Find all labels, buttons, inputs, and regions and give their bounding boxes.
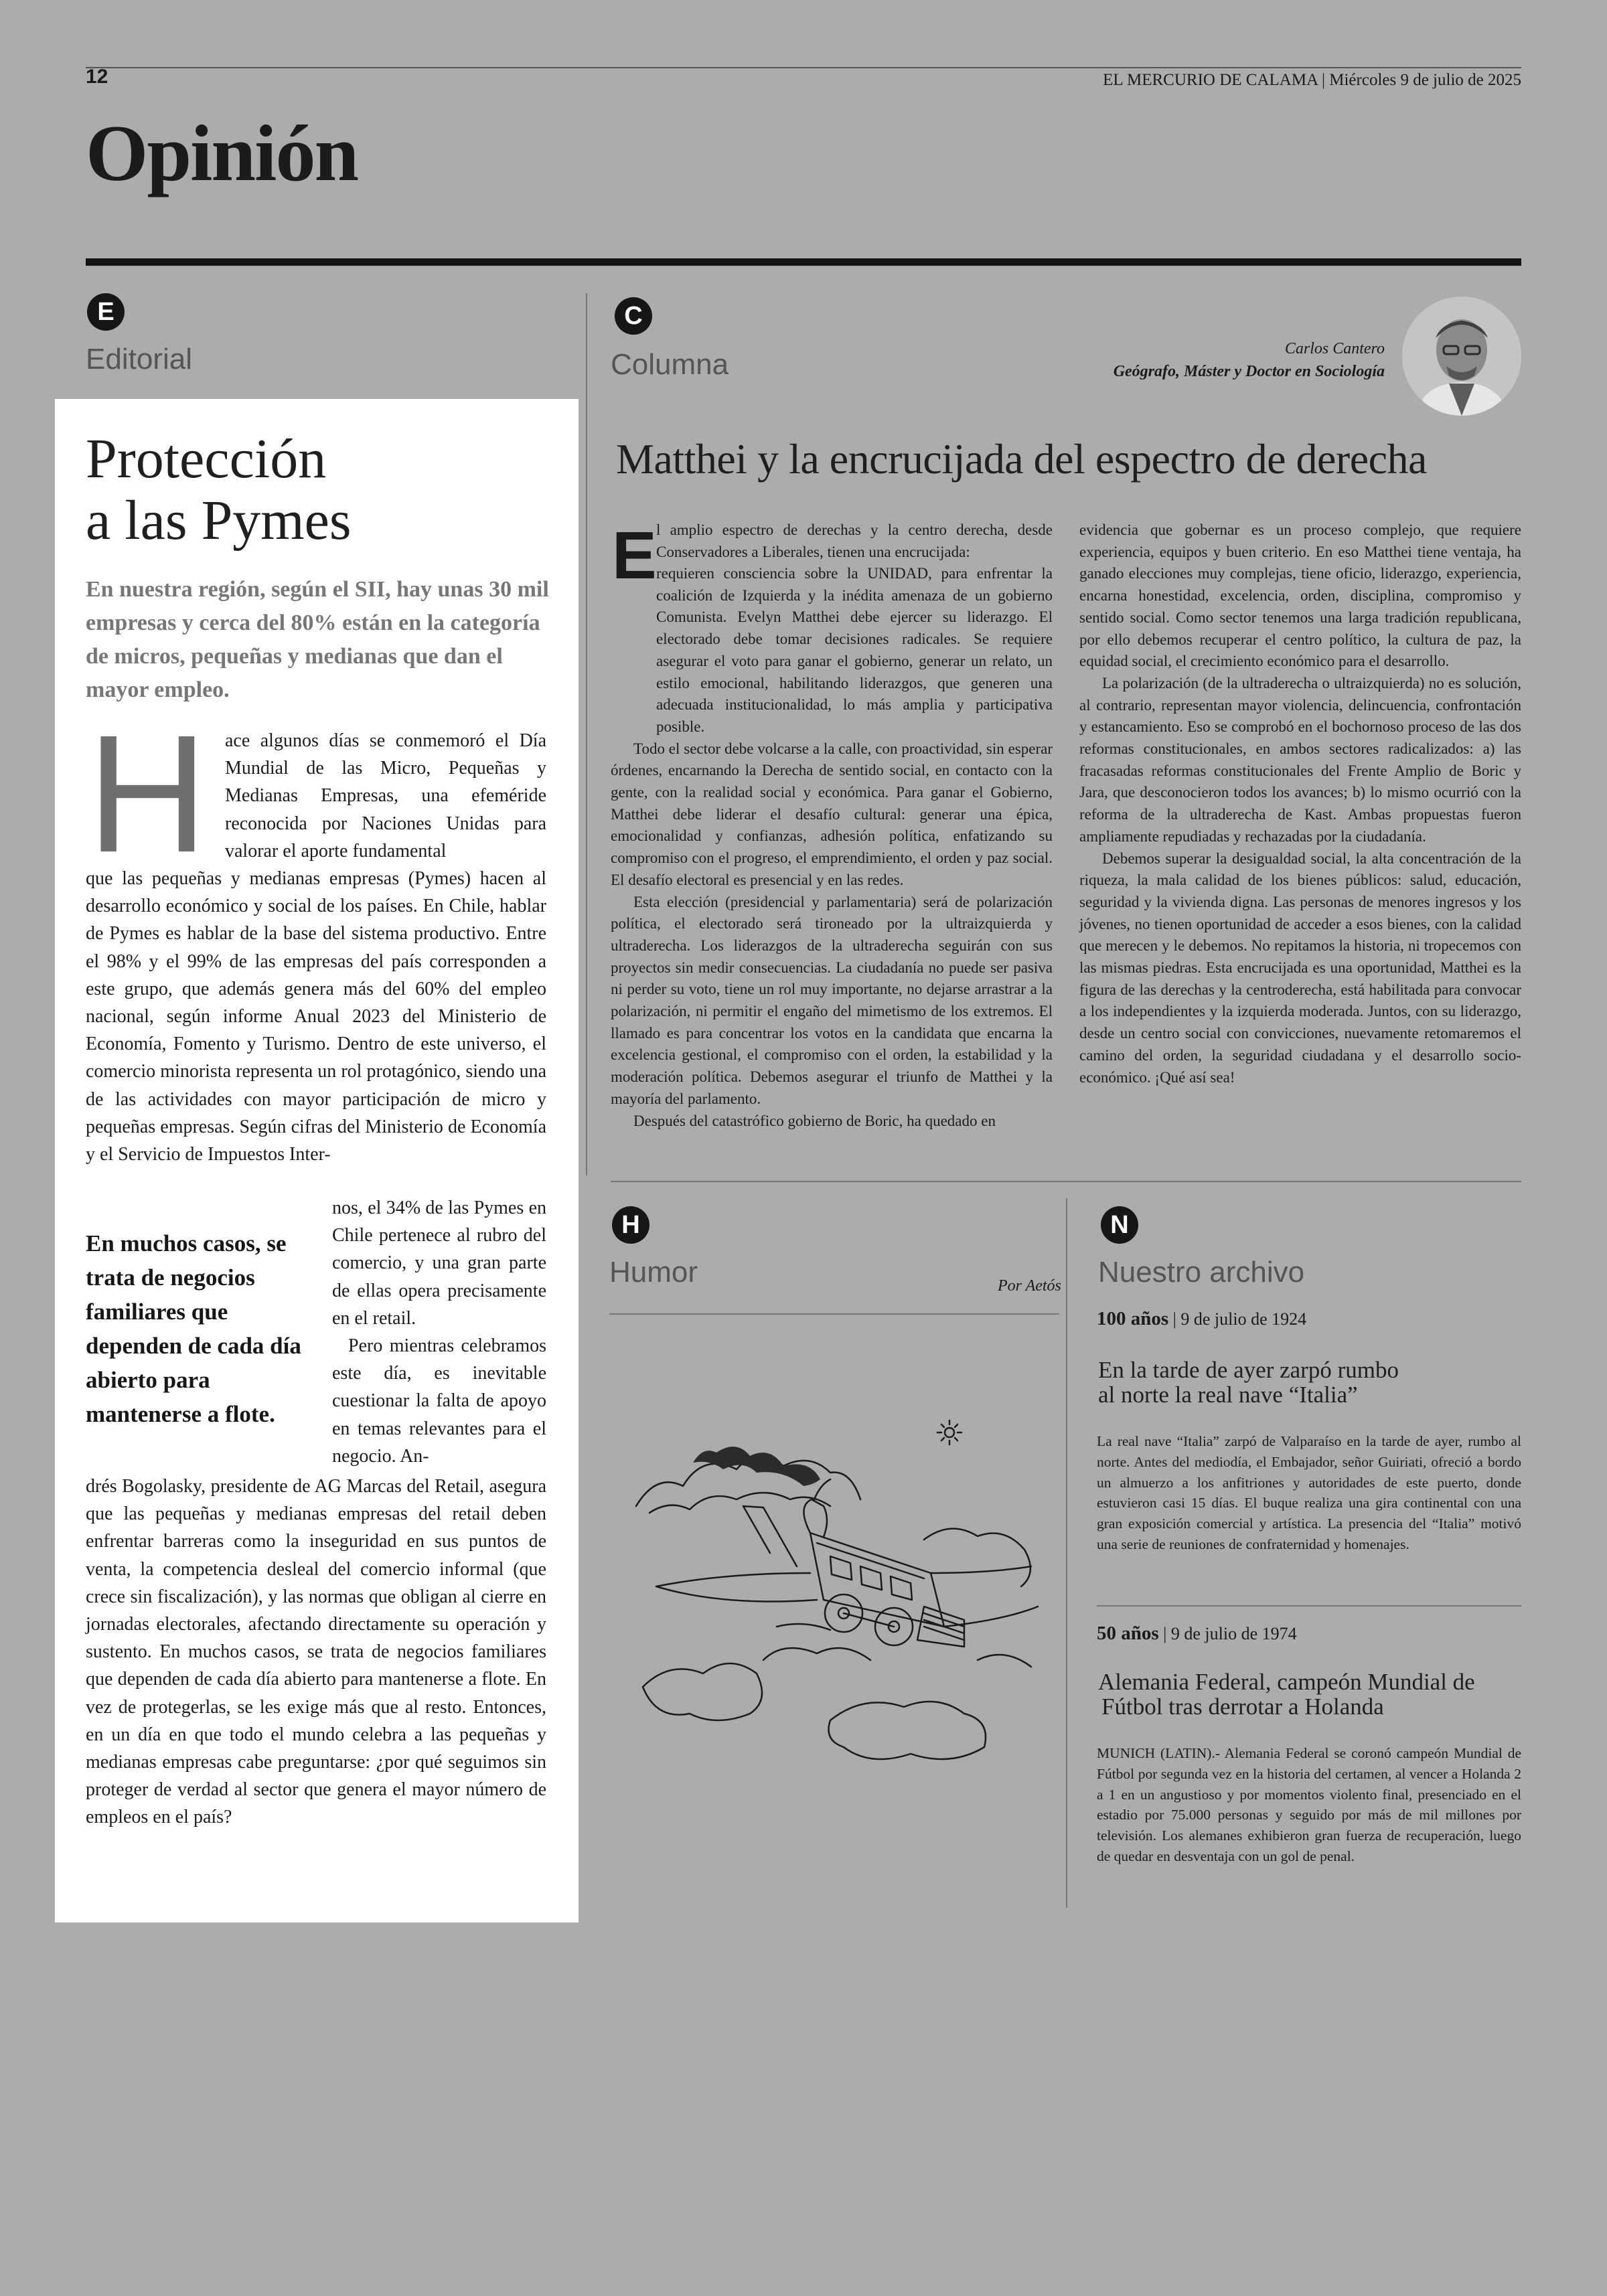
archive-item-2-headline-line-2: Fútbol tras derrotar a Holanda	[1101, 1694, 1384, 1720]
archive-item-1-years: 100 años	[1097, 1308, 1169, 1329]
section-title: Opinión	[86, 108, 358, 197]
archive-rule	[1097, 1605, 1521, 1607]
archive-item-1-date: | 9 de julio de 1924	[1172, 1309, 1307, 1329]
column-right-block	[1079, 519, 1521, 1088]
editorial-side-text-1: nos, el 34% de las Pymes en Chile pertenece al rubro del comercio, y una gran parte de ellas opera precisamente en el retail.	[332, 1198, 546, 1329]
column-paragraph-1-start: l amplio espectro de derechas y la centro derecha, desde Conservadores a Liberales, tienen una encrucijada:	[656, 521, 1053, 560]
humor-byline: Por Aetós	[998, 1277, 1061, 1295]
archive-item-2-body: MUNICH (LATIN).- Alemania Federal se coronó campeón Mundial de Fútbol por segunda vez en la historia del certamen, al vencer a Holanda 2 a 1 en un angustioso y por momentos violento final, presenciado en el estadio por 75.000 personas y seguido por más de mil millones por televisión. Los alemanes exhibieron gran fuerza de recuperación, luego de quedar en desventaja con un gol de penal.	[1097, 1745, 1521, 1864]
archive-item-1-headline	[1098, 1358, 1527, 1407]
column-paragraph-6: La polarización (de la ultraderecha o ultraizquierda) no es solución, al contrario, representan mayor violencia, delincuencia, confrontación y estancamiento. Eso se comprobó en el bochornoso proceso de las dos reformas constitucionales, en ambos sectores radicalizados: a) las fracasadas reformas constitucionales del Frente Amplio de Boric y Jara, que desconocieron todos los avances; b) lo mismo ocurrió con la reforma de la ultraderecha de Kast. Ambas propuestas fueron ampliamente repudiadas y rechazadas por la ciudadanía.	[1079, 674, 1521, 845]
editorial-paragraph-3: drés Bogolasky, presidente de AG Marcas del Retail, asegura que las pequeñas y medianas empresas del retail deben enfrentar barreras como la inseguridad en sus puntos de venta, la competencia desleal del comercio informal (que crece sin fiscalización), y las normas que obligan al cierre en jornadas electorales, afectando directamente su operación y sustento. En muchos casos, se trata de negocios familiares que dependen de cada día abierto para mantenerse a flote. En vez de protegerlas, se les exige más que al resto. Entonces, en un día en que todo el mundo celebra a las pequeñas y medianas empresas cabe preguntarse: ¿por qué seguimos sin proteger de verdad al sector que genera el mayor número de empleos en el país?	[86, 1476, 546, 1828]
editorial-side-text-2: Pero mientras celebramos este día, es inevitable cuestionar la falta de apoyo en temas relevantes para el negocio. An-	[332, 1335, 546, 1467]
archive-item-1-tag	[1097, 1308, 1306, 1330]
editorial-side-column	[332, 1194, 546, 1470]
editorial-label: Editorial	[86, 343, 192, 376]
archive-item-1-headline-line-1: En la tarde de ayer zarpó rumbo	[1098, 1357, 1399, 1383]
column-bottom-rule	[611, 1181, 1521, 1182]
column-paragraph-1: requieren consciencia sobre la UNIDAD, para enfrentar la coalición de Izquierda y la inédita amenaza de un gobierno Comunista. Evelyn Matthei debe ejercer su liderazgo. El electorado debe tomar decisiones radicales. Se requiere asegurar el voto para ganar el gobierno, generar un relato, un estilo emocional, habilitando liderazgos, que generen una adecuada institucionalidad, lo más amplia y participativa posible.	[656, 565, 1053, 735]
humor-label: Humor	[609, 1256, 698, 1289]
author-name: Carlos Cantero	[1284, 340, 1385, 357]
column-drop-cap: E	[612, 518, 657, 593]
humor-cartoon	[629, 1406, 1045, 1781]
editorial-paragraph-1: ace algunos días se conmemoró el Día Mundial de las Micro, Pequeñas y Medianas Empresas, una efeméride reconocida por Naciones Unidas para valorar el aporte fundamental	[225, 730, 546, 862]
author-avatar	[1402, 297, 1521, 416]
editorial-deck: En nuestra región, según el SII, hay unas 30 mil empresas y cerca del 80% están en la categoría de micros, pequeñas y medianas que dan el mayor empleo.	[86, 577, 549, 702]
column-left-block	[611, 563, 1053, 1132]
page-number: 12	[86, 66, 108, 88]
archive-badge: N	[1101, 1206, 1138, 1244]
archive-item-2-date: | 9 de julio de 1974	[1163, 1624, 1297, 1643]
archive-item-2-tag	[1097, 1623, 1297, 1645]
humor-archive-divider	[1066, 1198, 1067, 1908]
column-badge: C	[615, 297, 652, 335]
archive-label: Nuestro archivo	[1098, 1256, 1305, 1289]
archive-item-1-body: La real nave “Italia” zarpó de Valparaíso en la tarde de ayer, rumbo al norte. Antes del mediodía, el Embajador, señor Guiriati, ofreció a bordo un almuerzo a los anfitriones y autoridades de este puerto, donde estuvieron casi 15 días. El buque realiza una gira continental con una gran exposición comercial y artística. La presencia del “Italia” motivó una serie de reuniones de confraternidad y homenajes.	[1097, 1433, 1521, 1552]
editorial-badge: E	[87, 293, 125, 331]
archive-item-2-years: 50 años	[1097, 1623, 1159, 1644]
section-rule	[86, 258, 1521, 266]
archive-item-1-headline-line-2: al norte la real nave “Italia”	[1098, 1382, 1358, 1408]
editorial-paragraph-2: que las pequeñas y medianas empresas (Pymes) hacen al desarrollo económico y social de los países. En Chile, hablar de Pymes es hablar de la base del sistema productivo. Entre el 98% y el 99% de las empresas del país corresponden a este grupo, que además genera más del 60% del empleo nacional, según informe Anual 2023 del Ministerio de Economía, Fomento y Turismo. Dentro de este universo, el comercio minorista representa un rol protagónico, siendo una de las actividades con mayor participación de micro y pequeñas empresas. Según cifras del Ministerio de Economía y el Servicio de Impuestos Inter-	[86, 868, 546, 1165]
editorial-column-divider	[586, 293, 587, 1175]
editorial-headline-line-2: a las Pymes	[86, 489, 352, 552]
column-paragraph-5: evidencia que gobernar es un proceso complejo, que requiere experiencia, equipos y buen criterio. En eso Matthei tiene ventaja, ha ganado elecciones muy complejas, tiene oficio, liderazgo, experiencia, encarna honestidad, excelencia, orden, disciplina, compromiso y sentido social. Como sector tenemos una larga tradición republicana, por ello debemos recuperar el centro político, la cultura de paz, la equidad social, el crecimiento económico para el desarrollo.	[1079, 521, 1521, 670]
editorial-headline-line-1: Protección	[86, 428, 327, 490]
editorial-headline	[86, 428, 554, 552]
column-label: Columna	[611, 348, 729, 381]
humor-badge: H	[612, 1206, 649, 1244]
archive-item-2-headline-line-1: Alemania Federal, campeón Mundial de	[1098, 1669, 1475, 1695]
editorial-drop-cap: H	[87, 700, 208, 887]
masthead: EL MERCURIO DE CALAMA | Miércoles 9 de julio de 2025	[1103, 71, 1521, 89]
column-headline: Matthei y la encrucijada del espectro de derecha	[616, 435, 1427, 483]
archive-item-2-headline	[1098, 1669, 1527, 1719]
top-rule	[86, 67, 1521, 68]
column-paragraph-4: Después del catastrófico gobierno de Boric, ha quedado en	[633, 1112, 996, 1129]
humor-rule	[609, 1313, 1059, 1315]
editorial-pull-quote: En muchos casos, se trata de negocios familiares que dependen de cada día abierto para mantenerse a flote.	[86, 1230, 301, 1427]
author-title: Geógrafo, Máster y Doctor en Sociología	[1113, 363, 1385, 380]
column-paragraph-3: Esta elección (presidencial y parlamentaria) será de polarización política, el electorado será tironeado por la ultraizquierda y ultraderecha. Los liderazgos de la ultraderecha seguirán con sus proyectos sin medir consecuencias. La ciudadanía no puede ser pasiva ni perder su voto, tiene un rol muy importante, no dejarse arrastrar a la polarización, ni permitir el engaño del mimetismo de los extremos. El llamado es para concentrar los votos en la candidata que encarna la excelencia gestional, el compromiso con el orden, la estabilidad y la moderación política. Debemos asegurar el triunfo de Matthei y la mayoría del parlamento.	[611, 893, 1053, 1107]
column-paragraph-7: Debemos superar la desigualdad social, la alta concentración de la riqueza, la mala calidad de los bienes públicos: salud, educación, seguridad y la vivienda digna. Las personas de menores ingresos y los jóvenes, no tienen oportunidad de acceder a esos bienes, con la calidad que merecen y le debemos. No repitamos la historia, ni tropecemos con las mismas piedras. Esta encrucijada es una oportunidad, Matthei es la figura de las derechas y la centroderecha, está habilitada para convocar a los independientes y la izquierda moderada. Juntos, con su liderazgo, desde un centro social con convicciones, nuevamente retomaremos el camino del orden, la seguridad ciudadana y el desarrollo socio-económico. ¡Qué así sea!	[1079, 849, 1521, 1086]
column-paragraph-2: Todo el sector debe volcarse a la calle, con proactividad, sin esperar órdenes, encarnando la Derecha de sentido social, en contacto con la gente, con la realidad social y económica. Para ganar el Gobierno, Matthei debe liderar el desafío cultural: generar una épica, emocionalidad y confianzas, adhesión política, enfatizando su compromiso con el progreso, el emprendimiento, el orden y paz social. El desafío electoral es presencial y en las redes.	[611, 740, 1053, 888]
